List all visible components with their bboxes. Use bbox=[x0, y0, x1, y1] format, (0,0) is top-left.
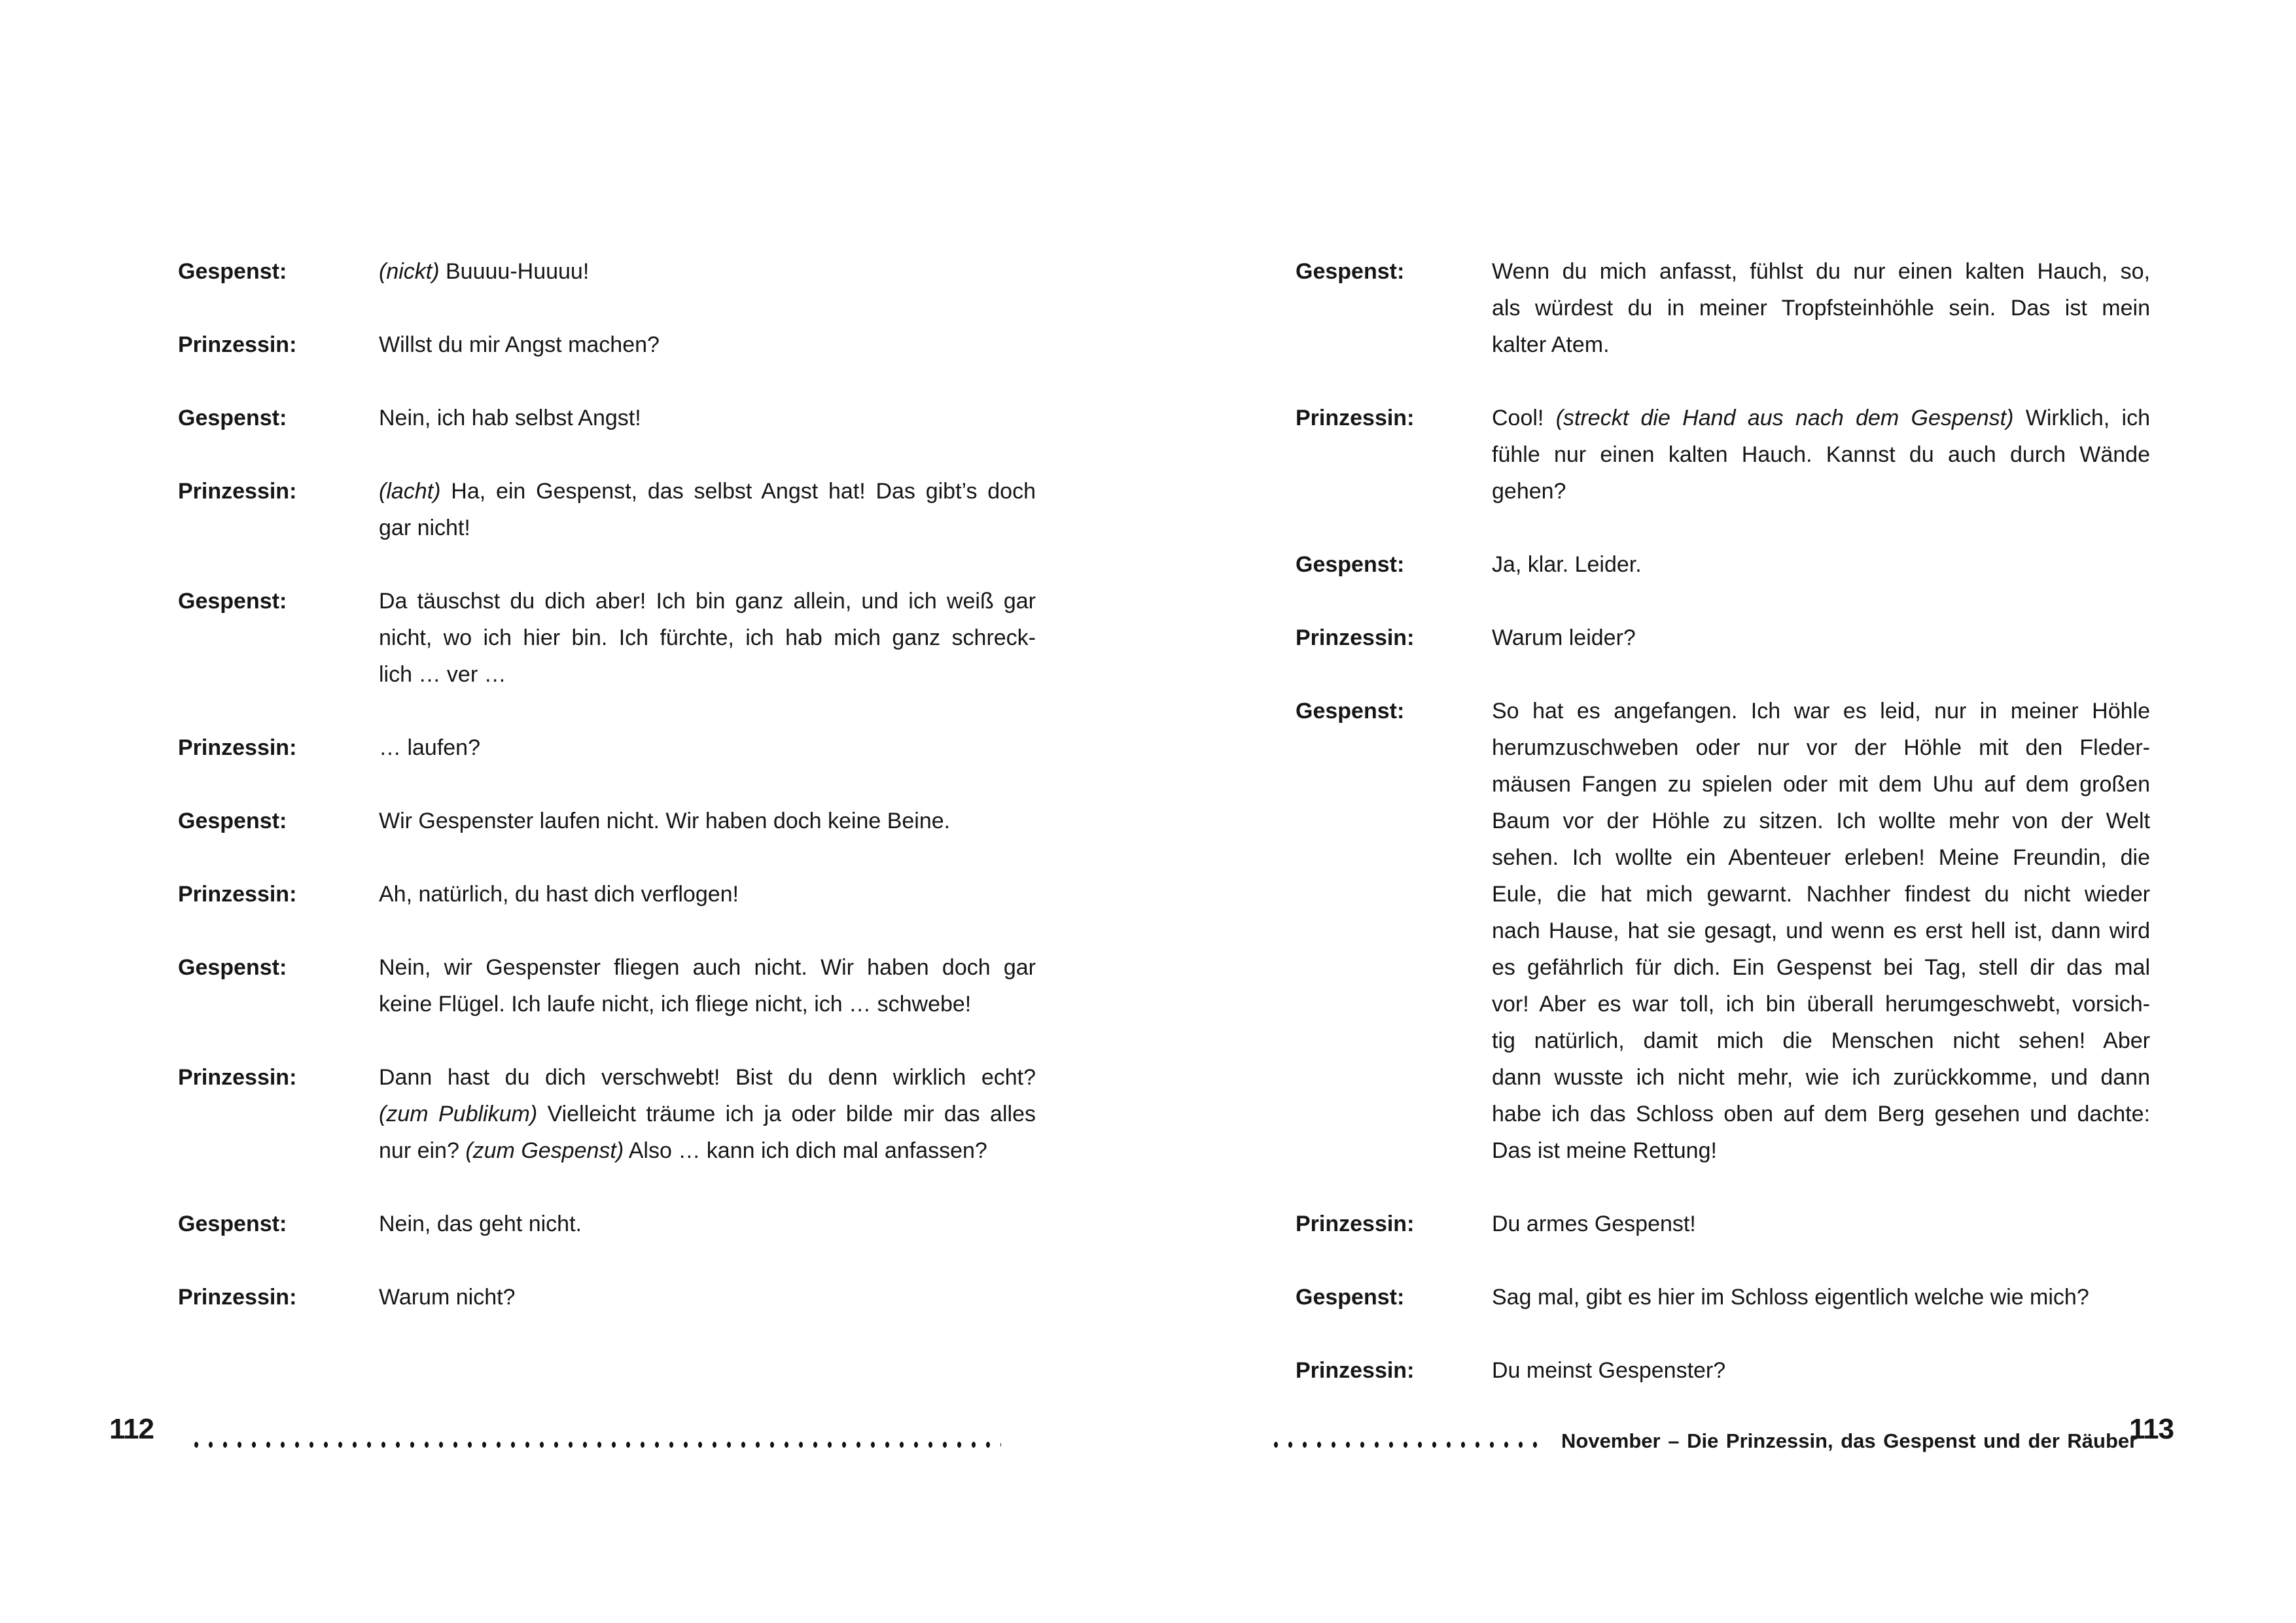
dialogue-text: So hat es angefangen. Ich war es leid, nur in meiner Höhle bbox=[1492, 699, 2150, 724]
dialogue-line bbox=[1492, 546, 2150, 583]
dialogue-line bbox=[1492, 839, 2150, 876]
dialogue-text: mäusen Fangen zu spielen oder mit dem Uhu auf dem großen bbox=[1492, 772, 2150, 797]
dialogue-entry bbox=[178, 803, 1036, 839]
dialogue-line bbox=[379, 803, 1036, 839]
stage-direction: (zum Gespenst) bbox=[465, 1138, 624, 1163]
dialogue-line bbox=[1492, 253, 2150, 290]
dialogue-text: Eule, die hat mich gewarnt. Nachher findest du nicht wieder bbox=[1492, 882, 2150, 907]
dialogue-line bbox=[379, 400, 1036, 436]
speech-text bbox=[1492, 620, 2150, 656]
speaker-label: Prinzessin: bbox=[1296, 1212, 1415, 1236]
dialogue-text: Also … kann ich dich mal anfassen? bbox=[624, 1138, 987, 1163]
speaker-label: Gespenst: bbox=[178, 1212, 287, 1236]
speech-text bbox=[1492, 253, 2150, 363]
dialogue-text: Nein, wir Gespenster fliegen auch nicht. Wir haben doch gar bbox=[379, 955, 1036, 980]
dotted-leader-left bbox=[194, 1440, 1001, 1449]
dialogue-line bbox=[379, 1059, 1036, 1096]
speaker-label: Gespenst: bbox=[1296, 1285, 1405, 1310]
dialogue-text: … laufen? bbox=[379, 735, 480, 760]
dialogue-text: habe ich das Schloss oben auf dem Berg gesehen und dachte: bbox=[1492, 1102, 2150, 1126]
dialogue-text: Da täuschst du dich aber! Ich bin ganz allein, und ich weiß gar bbox=[379, 589, 1036, 614]
speaker-label: Prinzessin: bbox=[178, 735, 297, 760]
speech-text bbox=[1492, 1352, 2150, 1389]
dialogue-text: kalter Atem. bbox=[1492, 332, 1610, 357]
speech-text bbox=[1492, 1279, 2150, 1316]
dialogue-text: herumzuschweben oder nur vor der Höhle mit den Fleder- bbox=[1492, 735, 2150, 760]
dialogue-text: Warum nicht? bbox=[379, 1285, 516, 1310]
dialogue-entry bbox=[178, 1279, 1036, 1316]
speech-text bbox=[379, 729, 1036, 766]
speaker-label: Gespenst: bbox=[1296, 699, 1405, 724]
dialogue-line bbox=[379, 1279, 1036, 1316]
dialogue-line bbox=[379, 620, 1036, 656]
dialogue-line bbox=[1492, 1059, 2150, 1096]
dialogue-text: Wir Gespenster laufen nicht. Wir haben doch keine Beine. bbox=[379, 809, 951, 833]
dialogue-column-left bbox=[178, 253, 1036, 1316]
dialogue-line bbox=[379, 986, 1036, 1022]
dialogue-text: gehen? bbox=[1492, 479, 1566, 504]
dialogue-line bbox=[1492, 766, 2150, 803]
dialogue-entry bbox=[178, 1206, 1036, 1242]
dialogue-text: Ha, ein Gespenst, das selbst Angst hat! Das gibt’s doch bbox=[440, 479, 1036, 504]
dialogue-line bbox=[379, 656, 1036, 693]
speech-text bbox=[379, 583, 1036, 693]
dialogue-line bbox=[1492, 290, 2150, 326]
dialogue-entry bbox=[178, 1059, 1036, 1169]
speech-text bbox=[379, 876, 1036, 913]
dialogue-column-right bbox=[1296, 253, 2150, 1389]
dialogue-line bbox=[379, 583, 1036, 620]
speech-text bbox=[379, 1279, 1036, 1316]
speaker-label: Prinzessin: bbox=[178, 332, 297, 357]
speech-text bbox=[379, 1206, 1036, 1242]
dialogue-line bbox=[1492, 620, 2150, 656]
dialogue-entry bbox=[178, 326, 1036, 363]
speech-text bbox=[1492, 400, 2150, 510]
dialogue-line bbox=[379, 1132, 1036, 1169]
speaker-label: Gespenst: bbox=[178, 589, 287, 614]
dialogue-entry bbox=[1296, 693, 2150, 1169]
dialogue-line bbox=[379, 949, 1036, 986]
speech-text bbox=[1492, 546, 2150, 583]
dialogue-line bbox=[1492, 1206, 2150, 1242]
dialogue-line bbox=[1492, 729, 2150, 766]
dialogue-text: vor! Aber es war toll, ich bin überall herumgeschwebt, vorsich- bbox=[1492, 992, 2150, 1017]
dialogue-text: keine Flügel. Ich laufe nicht, ich fliege nicht, ich … schwebe! bbox=[379, 992, 972, 1017]
stage-direction: (lacht) bbox=[379, 479, 441, 504]
speaker-label: Gespenst: bbox=[178, 259, 287, 284]
dialogue-line bbox=[379, 1206, 1036, 1242]
dialogue-line bbox=[1492, 913, 2150, 949]
speaker-label: Prinzessin: bbox=[1296, 406, 1415, 430]
dialogue-text: fühle nur einen kalten Hauch. Kannst du auch durch Wände bbox=[1492, 442, 2150, 467]
dialogue-text: als würdest du in meiner Tropfsteinhöhle sein. Das ist mein bbox=[1492, 296, 2150, 321]
dialogue-line bbox=[1492, 876, 2150, 913]
dialogue-text: Du meinst Gespenster? bbox=[1492, 1358, 1726, 1383]
dialogue-line bbox=[1492, 1022, 2150, 1059]
dialogue-text: Baum vor der Höhle zu sitzen. Ich wollte mehr von der Welt bbox=[1492, 809, 2150, 833]
dialogue-line bbox=[1492, 1132, 2150, 1169]
dialogue-line bbox=[1492, 1352, 2150, 1389]
dotted-leader-right bbox=[1274, 1440, 1544, 1449]
dialogue-text: Willst du mir Angst machen? bbox=[379, 332, 660, 357]
dialogue-entry bbox=[1296, 1279, 2150, 1316]
page-number-right: 113 bbox=[2129, 1413, 2174, 1445]
dialogue-text: Warum leider? bbox=[1492, 625, 1636, 650]
dialogue-text: es gefährlich für dich. Ein Gespenst bei Tag, stell dir das mal bbox=[1492, 955, 2150, 980]
dialogue-text: sehen. Ich wollte ein Abenteuer erleben! Meine Freundin, die bbox=[1492, 845, 2150, 870]
dialogue-line bbox=[1492, 803, 2150, 839]
dialogue-text: Nein, das geht nicht. bbox=[379, 1212, 582, 1236]
dialogue-text: tig natürlich, damit mich die Menschen nicht sehen! Aber bbox=[1492, 1028, 2150, 1053]
dialogue-entry bbox=[1296, 253, 2150, 363]
speaker-label: Gespenst: bbox=[178, 955, 287, 980]
speech-text bbox=[379, 253, 1036, 290]
dialogue-text: Buuuu-Huuuu! bbox=[439, 259, 590, 284]
dialogue-entry bbox=[178, 876, 1036, 913]
dialogue-entry bbox=[178, 583, 1036, 693]
dialogue-line bbox=[1492, 693, 2150, 729]
dialogue-text: nicht, wo ich hier bin. Ich fürchte, ich hab mich ganz schreck- bbox=[379, 625, 1036, 650]
dialogue-line bbox=[1492, 986, 2150, 1022]
dialogue-entry bbox=[178, 400, 1036, 436]
dialogue-text: gar nicht! bbox=[379, 515, 470, 540]
stage-direction: (zum Publikum) bbox=[379, 1102, 538, 1126]
speech-text bbox=[379, 949, 1036, 1022]
dialogue-text: Wenn du mich anfasst, fühlst du nur einen kalten Hauch, so, bbox=[1492, 259, 2150, 284]
dialogue-text: Cool! bbox=[1492, 406, 1556, 430]
dialogue-entry bbox=[1296, 1352, 2150, 1389]
speaker-label: Prinzessin: bbox=[1296, 1358, 1415, 1383]
dialogue-entry bbox=[178, 729, 1036, 766]
page-113 bbox=[1296, 253, 2150, 1425]
dialogue-text: nur ein? bbox=[379, 1138, 466, 1163]
stage-direction: (nickt) bbox=[379, 259, 440, 284]
dialogue-text: Vielleicht träume ich ja oder bilde mir das alles bbox=[537, 1102, 1036, 1126]
speaker-label: Prinzessin: bbox=[178, 882, 297, 907]
speaker-label: Gespenst: bbox=[1296, 259, 1405, 284]
dialogue-line bbox=[1492, 473, 2150, 510]
dialogue-line bbox=[1492, 326, 2150, 363]
dialogue-line bbox=[379, 326, 1036, 363]
speech-text bbox=[379, 400, 1036, 436]
page-number-left: 112 bbox=[109, 1413, 154, 1445]
running-footer-title: November – Die Prinzessin, das Gespenst und der Räuber bbox=[1561, 1429, 2138, 1452]
dialogue-line bbox=[379, 510, 1036, 546]
dialogue-entry bbox=[1296, 546, 2150, 583]
dialogue-line bbox=[379, 729, 1036, 766]
dialogue-entry bbox=[1296, 400, 2150, 510]
dialogue-line bbox=[379, 473, 1036, 510]
dialogue-text: Ah, natürlich, du hast dich verflogen! bbox=[379, 882, 739, 907]
dialogue-line bbox=[1492, 949, 2150, 986]
speech-text bbox=[379, 803, 1036, 839]
dialogue-text: Dann hast du dich verschwebt! Bist du denn wirklich echt? bbox=[379, 1065, 1036, 1090]
dialogue-entry bbox=[178, 473, 1036, 546]
dialogue-entry bbox=[178, 253, 1036, 290]
dialogue-text: Das ist meine Rettung! bbox=[1492, 1138, 1717, 1163]
dialogue-text: Ja, klar. Leider. bbox=[1492, 552, 1642, 577]
dialogue-line bbox=[1492, 436, 2150, 473]
speaker-label: Gespenst: bbox=[178, 809, 287, 833]
speaker-label: Prinzessin: bbox=[1296, 625, 1415, 650]
dialogue-entry bbox=[1296, 620, 2150, 656]
speaker-label: Prinzessin: bbox=[178, 1065, 297, 1090]
dialogue-text: Du armes Gespenst! bbox=[1492, 1212, 1696, 1236]
speech-text bbox=[1492, 1206, 2150, 1242]
speaker-label: Prinzessin: bbox=[178, 1285, 297, 1310]
speaker-label: Prinzessin: bbox=[178, 479, 297, 504]
dialogue-text: Sag mal, gibt es hier im Schloss eigentlich welche wie mich? bbox=[1492, 1285, 2089, 1310]
speech-text bbox=[1492, 693, 2150, 1169]
dialogue-text: Nein, ich hab selbst Angst! bbox=[379, 406, 641, 430]
dialogue-text: Wirklich, ich bbox=[2013, 406, 2150, 430]
dialogue-line bbox=[1492, 1279, 2150, 1316]
speech-text bbox=[379, 326, 1036, 363]
dialogue-line bbox=[1492, 400, 2150, 436]
dialogue-entry bbox=[1296, 1206, 2150, 1242]
speaker-label: Gespenst: bbox=[1296, 552, 1405, 577]
dialogue-entry bbox=[178, 949, 1036, 1022]
dialogue-line bbox=[1492, 1096, 2150, 1132]
dialogue-line bbox=[379, 253, 1036, 290]
dialogue-line bbox=[379, 876, 1036, 913]
stage-direction: (streckt die Hand aus nach dem Gespenst) bbox=[1555, 406, 2014, 430]
speech-text bbox=[379, 473, 1036, 546]
dialogue-text: lich … ver … bbox=[379, 662, 506, 687]
speaker-label: Gespenst: bbox=[178, 406, 287, 430]
speech-text bbox=[379, 1059, 1036, 1169]
page-112 bbox=[178, 253, 1036, 1352]
dialogue-line bbox=[379, 1096, 1036, 1132]
dialogue-text: nach Hause, hat sie gesagt, und wenn es erst hell ist, dann wird bbox=[1492, 918, 2150, 943]
dialogue-text: dann wusste ich nicht mehr, wie ich zurückkomme, und dann bbox=[1492, 1065, 2150, 1090]
